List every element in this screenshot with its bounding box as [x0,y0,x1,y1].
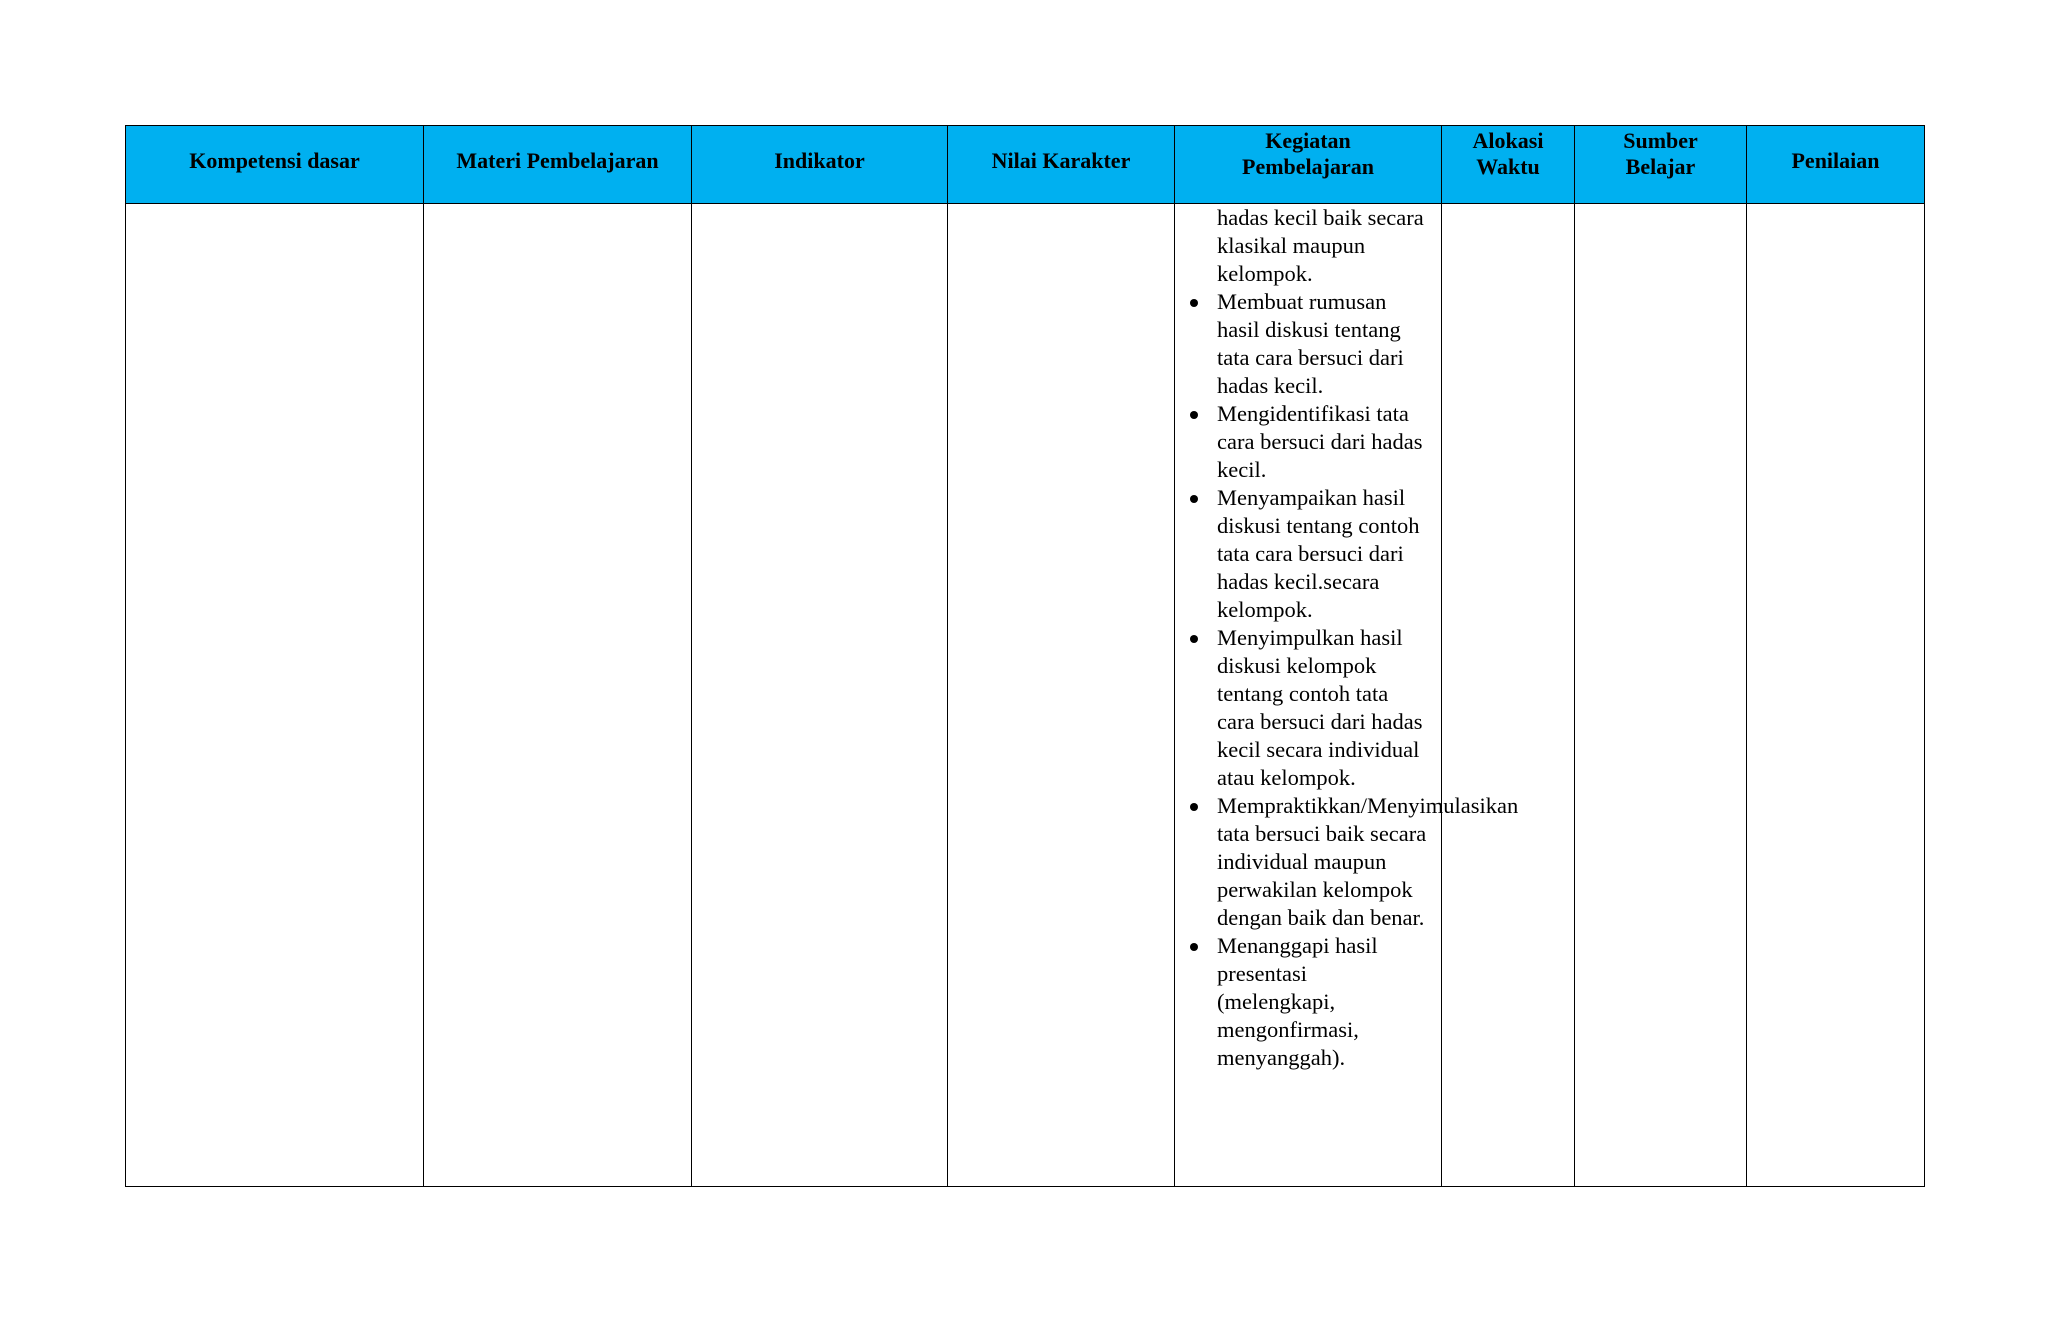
cell-materi-pembelajaran [424,204,692,1187]
header-indikator: Indikator [692,126,948,204]
activity-list [1175,204,1519,1072]
list-item: Menyampaikan hasil diskusi tentang contoh tata cara bersuci dari hadas kecil.secara kelompok. [1217,484,1429,624]
list-item: Mengidentifikasi tata cara bersuci dari hadas kecil. [1217,400,1429,484]
header-kompetensi-dasar: Kompetensi dasar [126,126,424,204]
table-row [126,204,1925,1187]
list-item: hadas kecil baik secara klasikal maupun kelompok. [1217,205,1424,286]
header-row [126,126,1925,204]
cell-indikator [692,204,948,1187]
header-materi-pembelajaran: Materi Pembelajaran [424,126,692,204]
cell-sumber-belajar [1575,204,1747,1187]
list-item: Membuat rumusan hasil diskusi tentang tata cara bersuci dari hadas kecil. [1217,288,1429,400]
cell-nilai-karakter [948,204,1175,1187]
list-item: Menanggapi hasil presentasi (melengkapi, mengonfirmasi, menyanggah). [1217,932,1429,1072]
header-kegiatan-pembelajaran: Kegiatan Pembelajaran [1175,126,1442,204]
lesson-plan-table [125,125,1925,1187]
cell-kegiatan-pembelajaran [1175,204,1519,1187]
header-sumber-belajar: Sumber Belajar [1575,126,1747,204]
cell-penilaian [1747,204,1925,1187]
list-item: Mempraktikkan/Menyimulasikan tata bersuci baik secara individual maupun perwakilan kelompok dengan baik dan benar. [1217,793,1519,930]
header-alokasi-waktu: Alokasi Waktu [1442,126,1575,204]
cell-kompetensi-dasar [126,204,424,1187]
header-penilaian: Penilaian [1747,126,1925,204]
cell-alokasi-waktu [1442,204,1575,1187]
list-item: Menyimpulkan hasil diskusi kelompok tentang contoh tata cara bersuci dari hadas kecil secara individual atau kelompok. [1217,624,1429,792]
header-nilai-karakter: Nilai Karakter [948,126,1175,204]
